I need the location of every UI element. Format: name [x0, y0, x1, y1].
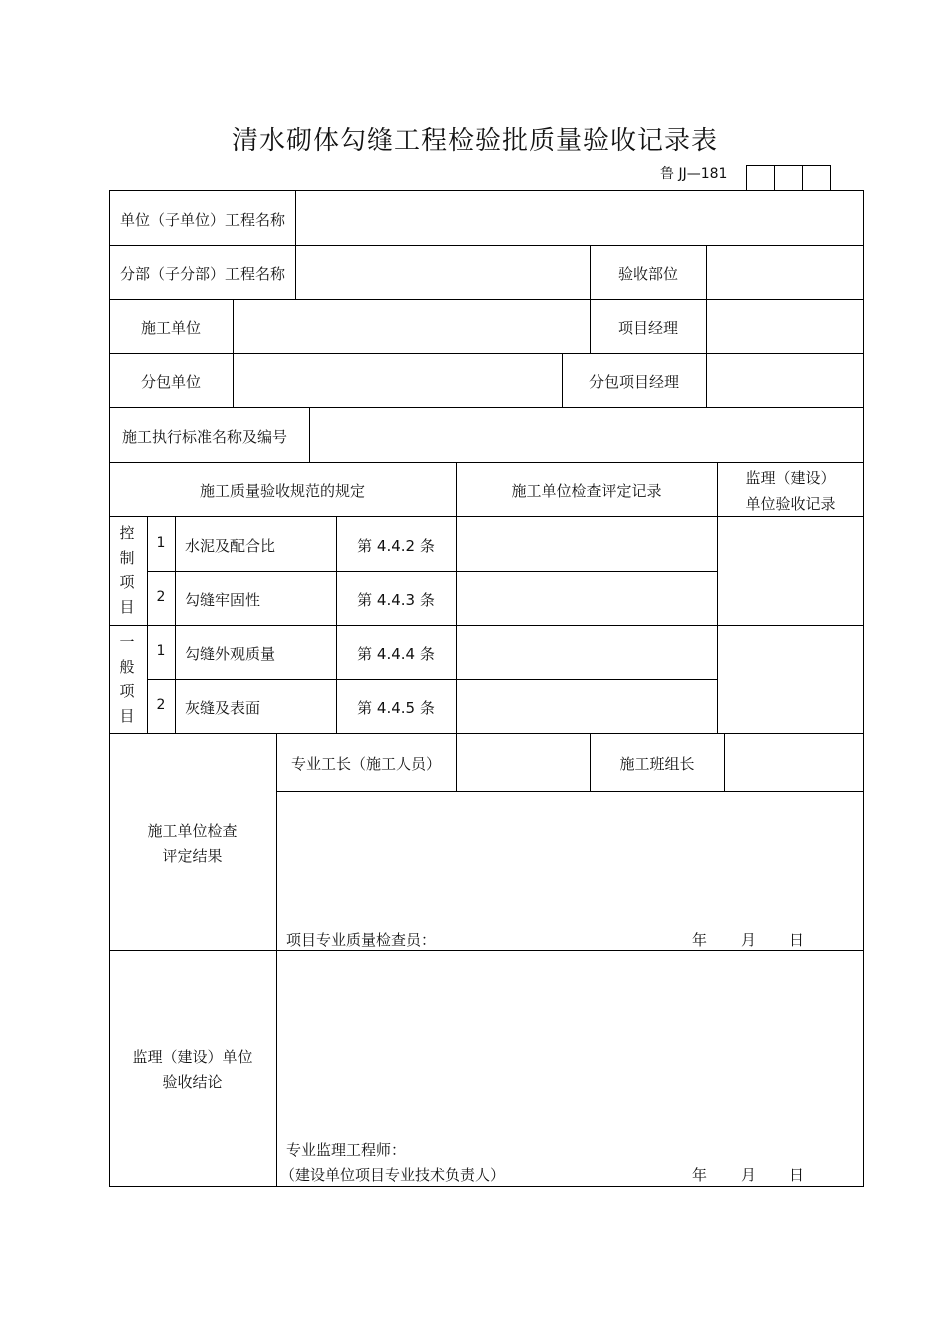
item-clause: 第 4.4.5 条: [357, 699, 435, 717]
standard-name-label: 施工执行标准名称及编号: [122, 428, 288, 446]
sub-project-name-label: 分部（子分部）工程名称: [120, 265, 286, 283]
item-name: 勾缝外观质量: [185, 645, 276, 663]
page-title: 清水砌体勾缝工程检验批质量验收记录表: [231, 126, 718, 156]
table-border: [109, 190, 864, 1187]
month-label: 月: [741, 1166, 757, 1184]
code-box-2: [774, 165, 803, 191]
acceptance-part-label: 验收部位: [617, 265, 678, 283]
subcontract-unit-label: 分包单位: [140, 373, 201, 391]
owner-representative-label: （建设单位项目专业技术负责人）: [280, 1166, 506, 1184]
code-box-1: [746, 165, 775, 191]
supervision-column-header-line2: 单位验收记录: [745, 495, 836, 513]
item-number: 2: [156, 589, 166, 605]
item-number: 2: [156, 697, 166, 713]
item-name: 勾缝牢固性: [185, 591, 261, 609]
month-label: 月: [741, 931, 757, 949]
supervision-engineer-label: 专业监理工程师：: [286, 1141, 407, 1159]
quality-inspector-label: 项目专业质量检查员：: [286, 931, 437, 949]
unit-project-name-label: 单位（子单位）工程名称: [120, 211, 286, 229]
construction-unit-label: 施工单位: [140, 319, 201, 337]
foreman-label: 专业工长（施工人员）: [290, 755, 441, 773]
project-manager-label: 项目经理: [617, 319, 678, 337]
item-number: 1: [156, 643, 166, 659]
day-label: 日: [789, 1166, 805, 1184]
supervision-result-label-line1: 监理（建设）单位: [132, 1048, 253, 1066]
general-items-group: 一 般 项 目: [119, 633, 135, 725]
item-name: 灰缝及表面: [185, 699, 261, 717]
year-label: 年: [692, 931, 708, 949]
item-number: 1: [156, 535, 166, 551]
code-box-3: [802, 165, 831, 191]
form-code: 鲁 JJ—181: [660, 166, 728, 182]
supervision-result-label-line2: 验收结论: [162, 1073, 223, 1091]
spec-column-header: 施工质量验收规范的规定: [199, 482, 365, 500]
construction-result-label-line1: 施工单位检查: [147, 822, 238, 840]
year-label: 年: [692, 1166, 708, 1184]
item-name: 水泥及配合比: [185, 537, 276, 555]
subcontract-manager-label: 分包项目经理: [588, 373, 679, 391]
supervision-column-header-line1: 监理（建设）: [745, 469, 836, 487]
team-leader-label: 施工班组长: [619, 755, 695, 773]
item-clause: 第 4.4.2 条: [357, 537, 435, 555]
item-clause: 第 4.4.3 条: [357, 591, 435, 609]
check-record-column-header: 施工单位检查评定记录: [511, 482, 662, 500]
day-label: 日: [789, 931, 805, 949]
item-clause: 第 4.4.4 条: [357, 645, 435, 663]
control-items-group: 控 制 项 目: [119, 524, 135, 616]
construction-result-label-line2: 评定结果: [162, 847, 223, 865]
